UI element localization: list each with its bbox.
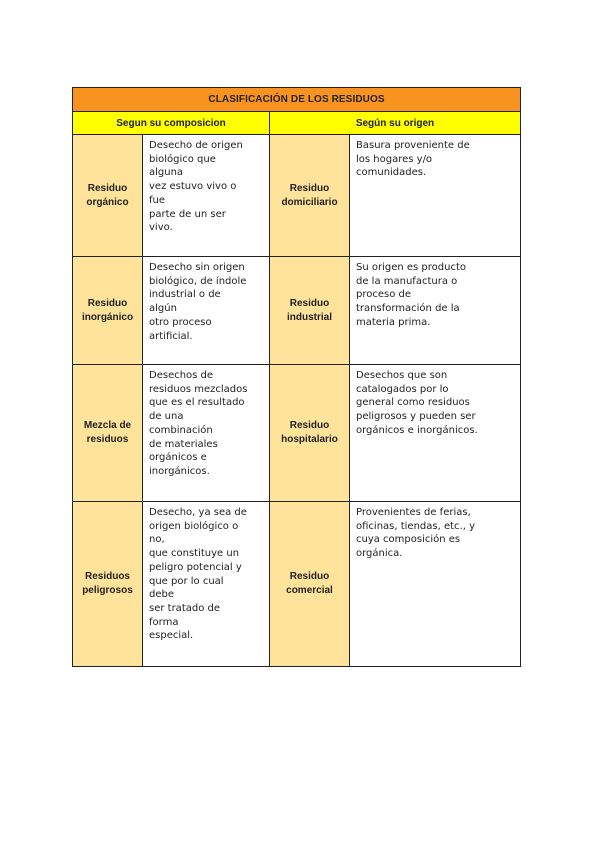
- row-label-domestic: Residuo domiciliario: [270, 135, 350, 257]
- table-row: [73, 257, 521, 365]
- table-row: [73, 135, 521, 257]
- row-description-mixed: Desechos de residuos mezclados que es el resultado de una combinación de materiales orgánicos e inorgánicos.: [143, 365, 270, 502]
- row-label-inorganic: Residuo inorgánico: [73, 257, 143, 365]
- row-description-domestic: Basura proveniente de los hogares y/o comunidades.: [350, 135, 521, 257]
- row-label-hospital: Residuo hospitalario: [270, 365, 350, 502]
- header-origin: Según su origen: [270, 112, 521, 135]
- row-description-commercial: Provenientes de ferias, oficinas, tiendas, etc., y cuya composición es orgánica.: [350, 502, 521, 667]
- row-label-organic: Residuo orgánico: [73, 135, 143, 257]
- table-row: [73, 365, 521, 502]
- header-composition: Segun su composicion: [73, 112, 270, 135]
- title-row: [73, 88, 521, 112]
- waste-classification-table: [72, 87, 521, 667]
- row-description-industrial: Su origen es producto de la manufactura o proceso de transformación de la materia prima.: [350, 257, 521, 365]
- row-description-inorganic: Desecho sin origen biológico, de índole industrial o de algún otro proceso artificial.: [143, 257, 270, 365]
- table-row: [73, 502, 521, 667]
- table-title: CLASIFICACIÓN DE LOS RESIDUOS: [73, 88, 521, 112]
- row-description-organic: Desecho de origen biológico que alguna vez estuvo vivo o fue parte de un ser vivo.: [143, 135, 270, 257]
- row-label-industrial: Residuo industrial: [270, 257, 350, 365]
- header-row: [73, 112, 521, 135]
- row-label-commercial: Residuo comercial: [270, 502, 350, 667]
- row-label-mixed: Mezcla de residuos: [73, 365, 143, 502]
- row-description-hospital: Desechos que son catalogados por lo general como residuos peligrosos y pueden ser orgánicos e inorgánicos.: [350, 365, 521, 502]
- row-description-hazardous: Desecho, ya sea de origen biológico o no, que constituye un peligro potencial y que por lo cual debe ser tratado de forma especial.: [143, 502, 270, 667]
- row-label-hazardous: Residuos peligrosos: [73, 502, 143, 667]
